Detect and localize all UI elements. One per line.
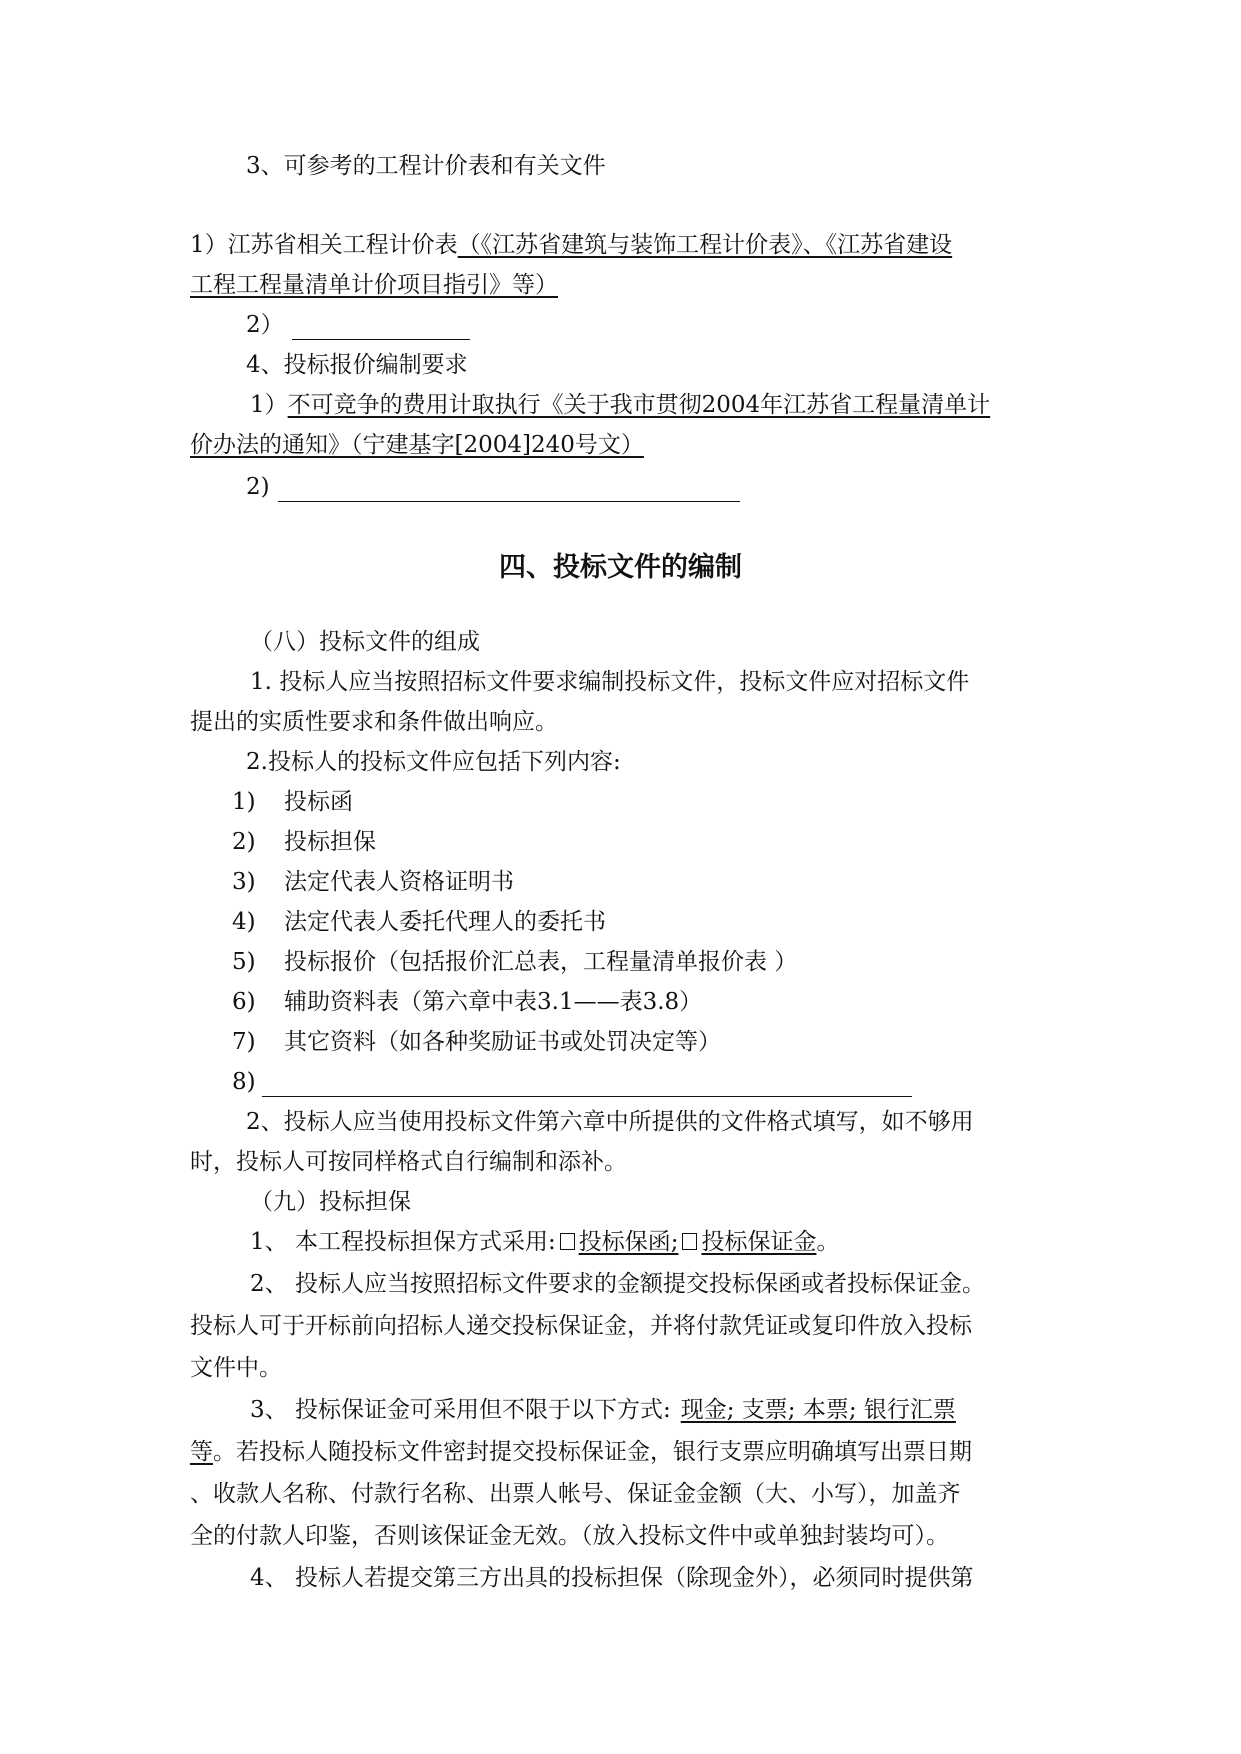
part8-title: （八）投标文件的组成 bbox=[250, 629, 480, 655]
sec4-title: 4、投标报价编制要求 bbox=[246, 352, 468, 378]
list-item-number: 4) bbox=[232, 909, 256, 935]
list-item-number: 1) bbox=[232, 789, 256, 815]
checkbox-guarantee-letter[interactable] bbox=[560, 1233, 575, 1250]
list-item-number: 7) bbox=[232, 1029, 256, 1055]
list-item-text: 其它资料（如各种奖励证书或处罚决定等） bbox=[284, 1029, 721, 1055]
checkbox-bid-bond[interactable] bbox=[682, 1233, 697, 1250]
list-item bbox=[232, 947, 797, 977]
fill-in-blank[interactable] bbox=[292, 317, 470, 340]
list-item-text: 辅助资料表（第六章中表3.1——表3.8） bbox=[284, 989, 703, 1015]
sec4-item1-prefix: 1） bbox=[250, 392, 288, 418]
list-item bbox=[232, 827, 376, 857]
part9-p1-end: 。 bbox=[816, 1229, 840, 1255]
list-item-number: 8) bbox=[232, 1069, 256, 1095]
part8-p1-line2: 提出的实质性要求和条件做出响应。 bbox=[190, 709, 558, 735]
part9-p3-line3: 、收款人名称、付款行名称、出票人帐号、保证金金额（大、小写），加盖齐 bbox=[190, 1481, 961, 1507]
list-item-text: 投标担保 bbox=[284, 829, 376, 855]
part9-p4: 4、 投标人若提交第三方出具的投标担保（除现金外），必须同时提供第 bbox=[250, 1565, 974, 1591]
list-item-text: 法定代表人资格证明书 bbox=[284, 869, 514, 895]
list-item-number: 6) bbox=[232, 989, 256, 1015]
sec4-item1-underlined-1: 不可竞争的费用计取执行《关于我市贯彻2004年江苏省工程量清单计 bbox=[287, 392, 991, 418]
part9-title: （九）投标担保 bbox=[250, 1189, 411, 1215]
part9-p1-prefix: 1、 本工程投标担保方式采用: bbox=[250, 1229, 556, 1255]
part9-p2-line1: 2、 投标人应当按照招标文件要求的金额提交投标保函或者投标保证金。 bbox=[250, 1271, 985, 1297]
sec4-item1-line1 bbox=[250, 390, 990, 420]
part9-p3-line2 bbox=[190, 1437, 972, 1467]
part9-p3-line4: 全的付款人印鉴，否则该保证金无效。（放入投标文件中或单独封装均可）。 bbox=[190, 1523, 949, 1549]
part8-p3-line1: 2、投标人应当使用投标文件第六章中所提供的文件格式填写，如不够用 bbox=[246, 1109, 974, 1135]
list-item bbox=[232, 867, 514, 897]
part8-p3-line2: 时，投标人可按同样格式自行编制和添补。 bbox=[190, 1149, 627, 1175]
part9-p2-line3: 文件中。 bbox=[190, 1355, 282, 1381]
part8-p1-line1: 1. 投标人应当按照招标文件要求编制投标文件，投标文件应对招标文件 bbox=[250, 669, 970, 695]
part9-p2-line2: 投标人可于开标前向招标人递交投标保证金，并将付款凭证或复印件放入投标 bbox=[190, 1313, 972, 1339]
part9-p3-underlined-2: 等 bbox=[190, 1439, 213, 1465]
list-item-text: 投标函 bbox=[284, 789, 353, 815]
section-heading: 四、投标文件的编制 bbox=[499, 552, 742, 583]
sec4-item2-label: 2) bbox=[246, 474, 270, 500]
sec3-item2 bbox=[246, 310, 470, 340]
sec3-item1-underlined-1: （《江苏省建筑与装饰工程计价表》、《江苏省建设 bbox=[457, 232, 953, 258]
sec4-item2 bbox=[246, 472, 740, 502]
list-item-number: 5) bbox=[232, 949, 256, 975]
sec3-item1-line1 bbox=[190, 230, 952, 260]
part9-p3-underlined-1: 现金; 支票; 本票; 银行汇票 bbox=[680, 1397, 956, 1423]
list-item-number: 2) bbox=[232, 829, 256, 855]
sec3-item1-underlined-2: 工程工程量清单计价项目指引》等） bbox=[190, 272, 558, 298]
list-item-text: 法定代表人委托代理人的委托书 bbox=[284, 909, 606, 935]
part9-p3-line1 bbox=[250, 1395, 956, 1425]
option-guarantee-letter: 投标保函; bbox=[578, 1229, 679, 1255]
list-item-text: 投标报价（包括报价汇总表，工程量清单报价表 ） bbox=[284, 949, 798, 975]
list-item-number: 3) bbox=[232, 869, 256, 895]
option-bid-bond: 投标保证金 bbox=[701, 1229, 817, 1255]
list-item bbox=[232, 787, 353, 817]
part9-p3-prefix: 3、 投标保证金可采用但不限于以下方式: bbox=[250, 1397, 671, 1423]
list-item bbox=[232, 907, 606, 937]
sec3-title: 3、可参考的工程计价表和有关文件 bbox=[246, 153, 606, 179]
part9-p3-rest: 。若投标人随投标文件密封提交投标保证金，银行支票应明确填写出票日期 bbox=[213, 1439, 972, 1465]
part9-p1 bbox=[250, 1227, 839, 1257]
part8-p2: 2.投标人的投标文件应包括下列内容: bbox=[246, 749, 621, 775]
sec4-item1-underlined-2: 价办法的通知》（宁建基字[2004]240号文） bbox=[190, 432, 644, 458]
list-item bbox=[232, 987, 702, 1017]
fill-in-blank[interactable] bbox=[278, 479, 740, 502]
sec3-item2-label: 2） bbox=[246, 312, 284, 338]
list-item bbox=[232, 1027, 721, 1057]
list-item bbox=[232, 1067, 912, 1097]
sec3-item1-prefix: 1）江苏省相关工程计价表 bbox=[190, 232, 458, 258]
fill-in-blank[interactable] bbox=[262, 1074, 912, 1097]
